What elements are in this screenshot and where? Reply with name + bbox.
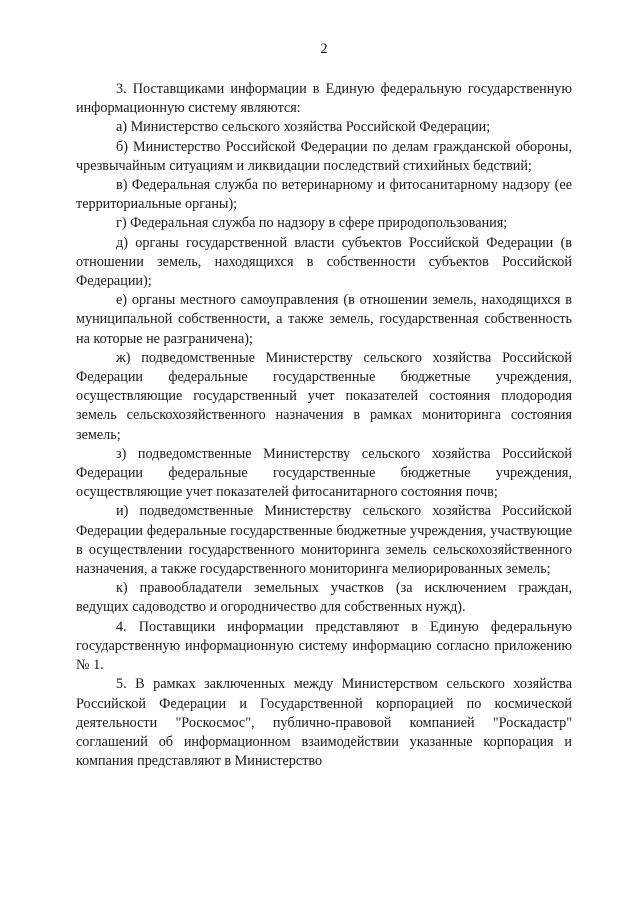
- page-number: 2: [320, 41, 328, 57]
- paragraph-subitem-v: в) Федеральная служба по ветеринарному и фитосанитарному надзору (ее территориальные органы);: [76, 177, 572, 213]
- paragraph-subitem-k: к) правообладатели земельных участков (за исключением граждан, ведущих садоводство и огородничество для собственных нужд).: [76, 580, 572, 616]
- paragraph-subitem-b: б) Министерство Российской Федерации по делам гражданской обороны, чрезвычайным ситуациям и ликвидации последствий стихийных бедствий;: [76, 138, 572, 174]
- paragraph-subitem-z: з) подведомственные Министерству сельского хозяйства Российской Федерации федеральные государственные бюджетные учреждения, осуществляющие учет показателей фитосанитарного состояния почв;: [76, 445, 572, 501]
- paragraph-item-3: 3. Поставщиками информации в Единую федеральную государственную информационную систему являются:: [76, 81, 572, 117]
- paragraph-item-5: 5. В рамках заключенных между Министерством сельского хозяйства Российской Федерации и Государственной корпорацией по космической деятельности "Роскосмос", публично-правовой компанией "Роскадастр" соглашений об информационном взаимодействии указанные корпорация и компания представляют в Министерство: [76, 676, 572, 770]
- paragraph-subitem-i: и) подведомственные Министерству сельского хозяйства Российской Федерации федеральные государственные бюджетные учреждения, участвующие в осуществлении государственного мониторинга земель сельскохозяйственного назначения, а также государственного мониторинга мелиорированных земель;: [76, 503, 572, 578]
- paragraph-item-4: 4. Поставщики информации представляют в Единую федеральную государственную информационную систему информацию согласно приложению № 1.: [76, 618, 572, 674]
- paragraph-subitem-a: а) Министерство сельского хозяйства Российской Федерации;: [116, 119, 491, 136]
- paragraph-subitem-g: г) Федеральная служба по надзору в сфере природопользования;: [116, 215, 508, 232]
- paragraph-subitem-d: д) органы государственной власти субъектов Российской Федерации (в отношении земель, находящихся в собственности субъектов Российской Федерации);: [76, 234, 572, 290]
- paragraph-subitem-zh: ж) подведомственные Министерству сельского хозяйства Российской Федерации федеральные государственные бюджетные учреждения, осуществляющие государственный учет показателей состояния плодородия земель сельскохозяйственного назначения в рамках мониторинга состояния земель;: [76, 349, 572, 443]
- paragraph-subitem-e: е) органы местного самоуправления (в отношении земель, находящихся в муниципальной собственности, а также земель, государственная собственность на которые не разграничена);: [76, 292, 572, 347]
